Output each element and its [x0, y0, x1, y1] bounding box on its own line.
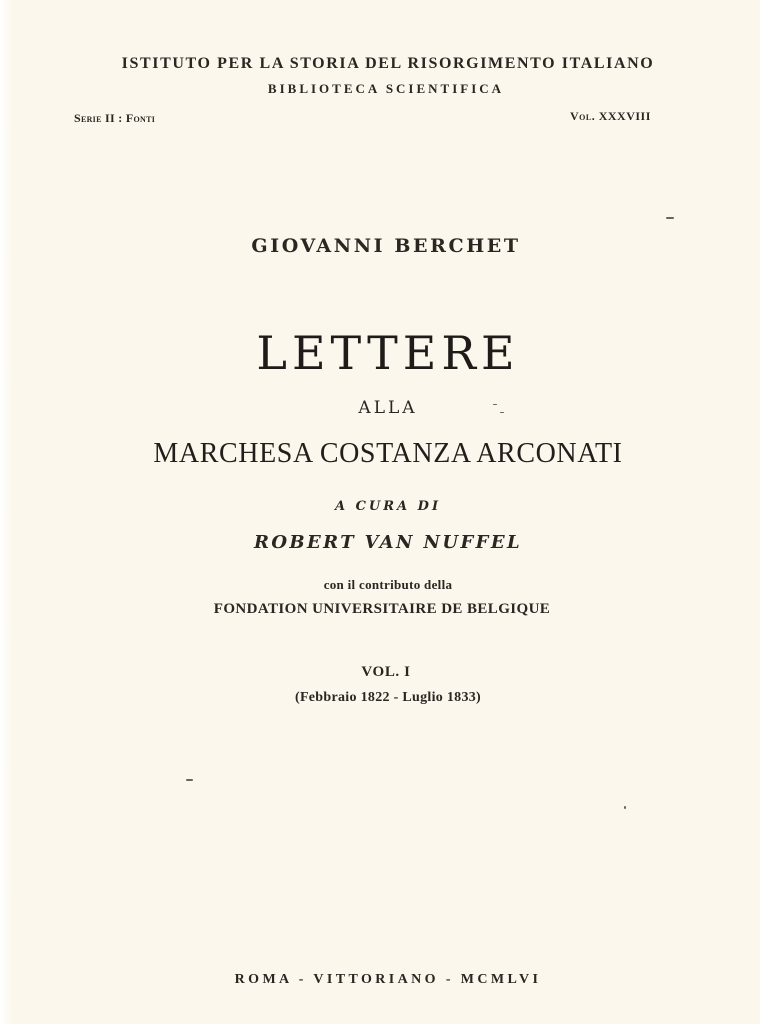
publisher-imprint: ROMA - VITTORIANO - MCMLVI — [234, 972, 542, 987]
period-range: (Febbraio 1822 - Luglio 1833) — [294, 690, 482, 705]
scan-speck — [186, 779, 193, 781]
curated-by-label: A CURA DI — [334, 499, 442, 514]
scan-speck — [500, 412, 504, 413]
foundation-name: FONDATION UNIVERSITAIRE DE BELGIQUE — [213, 601, 551, 617]
library-name: BIBLIOTECA SCIENTIFICA — [267, 81, 505, 96]
editor-name: ROBERT VAN NUFFEL — [253, 532, 522, 553]
book-recipient: MARCHESA COSTANZA ARCONATI — [153, 438, 623, 469]
title-connector: ALLA — [358, 398, 418, 418]
series-label: Serie II : Fonti — [74, 111, 156, 125]
scan-speck — [666, 217, 674, 219]
scan-speck — [493, 404, 497, 405]
series-volume-number: Vol. XXXVIII — [570, 109, 651, 123]
volume-label: VOL. I — [361, 664, 411, 680]
contribution-note: con il contributo della — [323, 577, 453, 592]
author-name: GIOVANNI BERCHET — [251, 235, 521, 257]
book-title: LETTERE — [256, 326, 520, 380]
scan-speck — [624, 806, 626, 809]
institute-name: ISTITUTO PER LA STORIA DEL RISORGIMENTO ITALIANO — [121, 55, 655, 72]
